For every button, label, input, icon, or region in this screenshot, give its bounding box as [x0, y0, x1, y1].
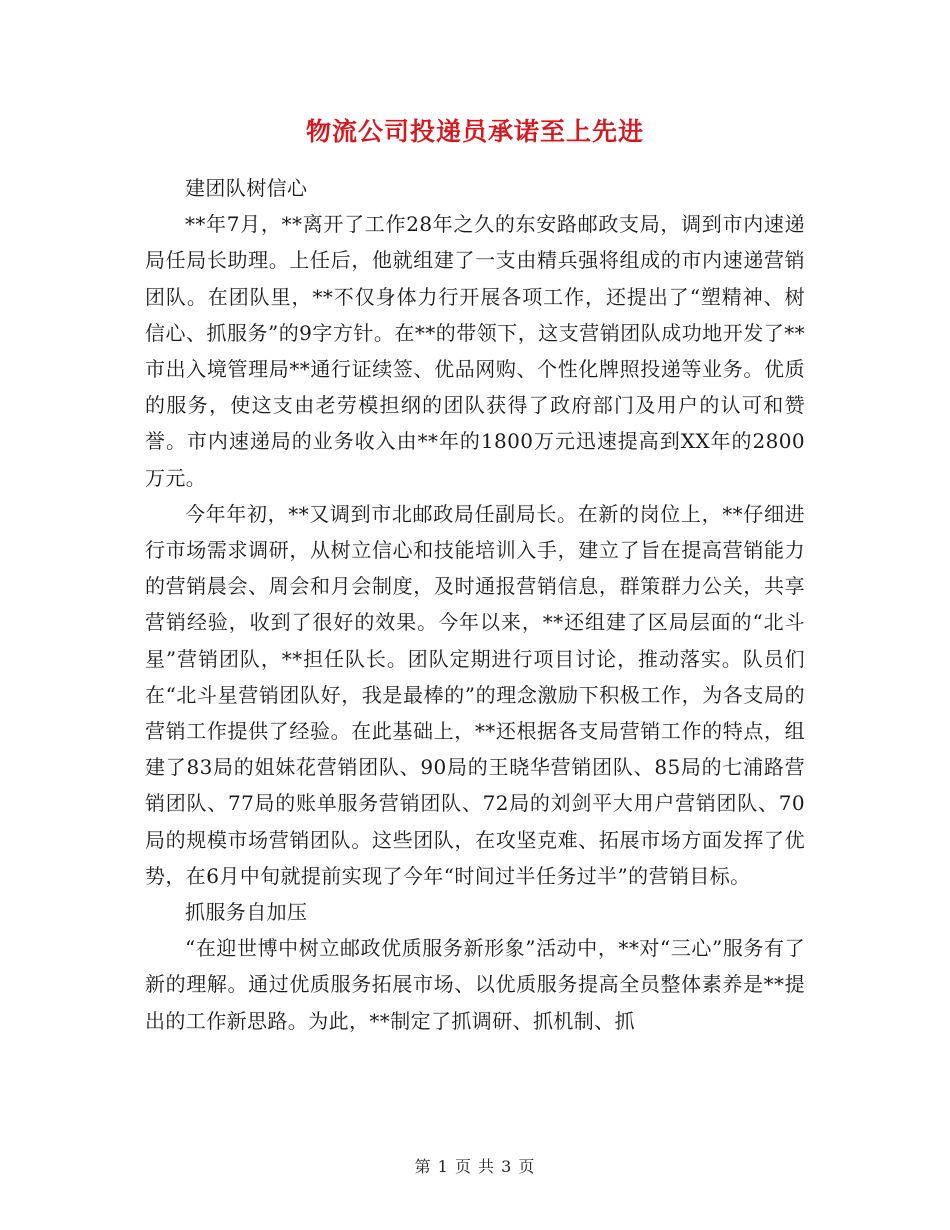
- paragraph: **年7月，**离开了工作28年之久的东安路邮政支局，调到市内速递局任局长助理。上任后，他就组建了一支由精兵强将组成的市内速递营销团队。在团队里，**不仅身体力行开展各项工作，还提出了“塑精神、树信心、抓服务”的9字方针。在**的带领下，这支营销团队成功地开发了**市出入境管理局**通行证续签、优品网购、个性化牌照投递等业务。优质的服务，使这支由老劳模担纲的团队获得了政府部门及用户的认可和赞誉。市内速递局的业务收入由**年的1800万元迅速提高到XX年的2800万元。: [145, 212, 805, 490]
- document-title: 物流公司投递员承诺至上先进: [305, 117, 644, 146]
- paragraph: 今年年初，**又调到市北邮政局任副局长。在新的岗位上，**仔细进行市场需求调研，从树立信心和技能培训入手，建立了旨在提高营销能力的营销晨会、周会和月会制度，及时通报营销信息，群策群力公关，共享营销经验，收到了很好的效果。今年以来，**还组建了区局层面的“北斗星”营销团队，**担任队长。团队定期进行项目讨论，推动落实。队员们在“北斗星营销团队好，我是最棒的”的理念激励下积极工作，为各支局的营销工作提供了经验。在此基础上，**还根据各支局营销工作的特点，组建了83局的姐妹花营销团队、90局的王晓华营销团队、85局的七浦路营销团队、77局的账单服务营销团队、72局的刘剑平大用户营销团队、70局的规模市场营销团队。这些团队，在攻坚克难、拓展市场方面发挥了优势，在6月中旬就提前实现了今年“时间过半任务过半”的营销目标。: [145, 501, 805, 888]
- section-heading-service: 抓服务自加压: [185, 900, 308, 925]
- page-number-footer: 第 1 页 共 3 页: [414, 1157, 536, 1176]
- paragraph: “在迎世博中树立邮政优质服务新形象”活动中，**对“三心”服务有了新的理解。通过优质服务拓展市场、以优质服务提高全员整体素养是**提出的工作新思路。为此，**制定了抓调研、抓机制、抓: [145, 936, 805, 1033]
- document-body: [145, 170, 805, 1039]
- section-heading-team: 建团队树信心: [185, 176, 308, 200]
